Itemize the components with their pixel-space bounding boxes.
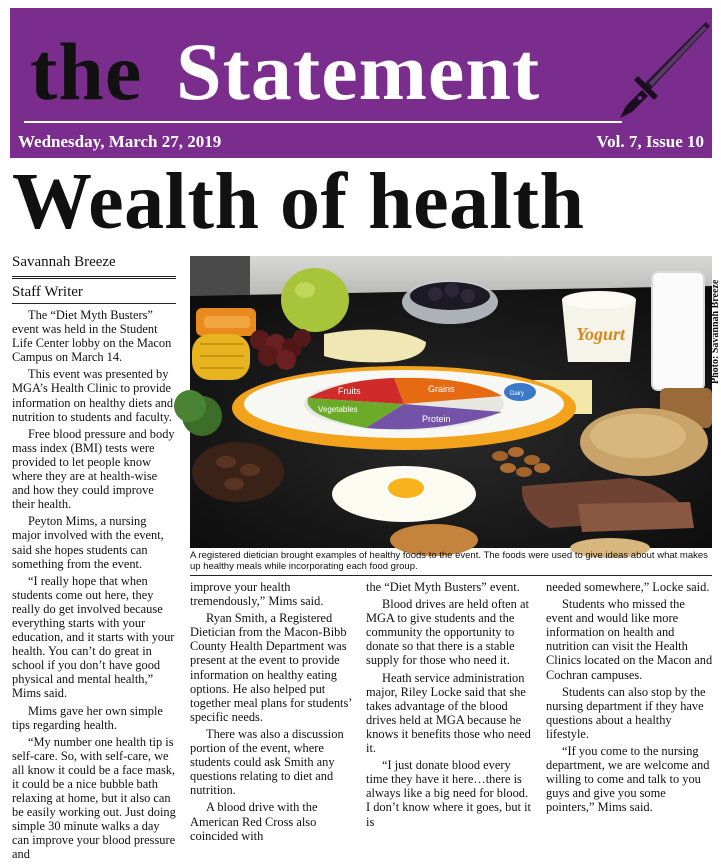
paragraph: “I really hope that when students come out here, they really do get involved because everything starts with your education, and it starts with your health. You can’t do great in school if you don’t have good physical and mental health,” Mims said. [12, 573, 175, 701]
plate-label-vegetables: Vegetables [318, 405, 358, 414]
byline-divider [12, 303, 176, 304]
article-column-1 [12, 308, 176, 865]
plate-label-fruits: Fruits [338, 386, 361, 396]
photo-caption: A registered dietician brought examples of healthy foods to the event. The foods were used to give ideas about what makes up healthy meals while incorporating each food group. [190, 550, 708, 572]
paragraph: “My number one health tip is self-care. So, with self-care, we all know it could be a face mask, it could be a nice bubble bath relaxing at home, but it also can be easily working out. Just doing simple 30 minute walks a day can improve your blood pressure and [12, 734, 176, 862]
article-column-3 [366, 580, 534, 832]
healthy-foods-photo [190, 256, 712, 548]
byline-title: Staff Writer [12, 284, 83, 300]
paragraph-continued: the “Diet Myth Busters” event. [366, 580, 520, 594]
paragraph: There was also a discussion portion of the event, where students could ask Smith any questions relating to diet and nutrition. [190, 726, 344, 798]
plate-label-grains: Grains [428, 384, 455, 394]
paragraph: Blood drives are held often at MGA to give students and the community the opportunity to donate so that there is a stable supply for those who need it. [366, 597, 529, 668]
article-column-4 [546, 580, 714, 818]
paragraph: Students who missed the event and would like more information on health and nutrition can visit the Health Clinics located on the Macon and Cochran campuses. [546, 597, 713, 682]
issue-date: Wednesday, March 27, 2019 [18, 132, 222, 151]
caption-divider [190, 575, 712, 576]
paragraph: Ryan Smith, a Registered Dietician from the Macon-Bibb County Health Department was present at the event to provide information on healthy eating options. He also helped put together meal plans for students’ specific needs. [190, 611, 352, 724]
yogurt-label: Yogurt [576, 324, 626, 344]
photo-credit-text: Photo: Savannah Breeze [710, 279, 721, 384]
paragraph: This event was presented by MGA’s Health Clinic to provide information on healthy diets and nutrition to students and faculty. [12, 367, 174, 424]
paragraph: Mims gave her own simple tips regarding health. [12, 703, 163, 732]
masthead-rule [24, 121, 622, 123]
paragraph: “I just donate blood every time they have it here…there is always like a big need for blood. I don’t know where it goes, but it is [366, 758, 531, 829]
article-photo [190, 256, 712, 548]
paragraph: “If you come to the nursing department, we are welcome and willing to come and talk to you guys and give you some pointers,” Mims said. [546, 744, 710, 815]
article-column-2 [190, 580, 354, 846]
byline-divider [12, 276, 176, 279]
byline-name: Savannah Breeze [12, 254, 116, 270]
issue-number: Vol. 7, Issue 10 [596, 132, 704, 151]
masthead-word-the: the [30, 26, 143, 117]
paragraph-continued: improve your health tremendously,” Mims said. [190, 580, 324, 609]
paragraph: A blood drive with the American Red Cross also coincided with [190, 800, 318, 843]
fountain-pen-icon [616, 18, 712, 120]
paragraph: The “Diet Myth Busters” event was held in the Student Life Center lobby on the Macon Campus on March 14. [12, 308, 172, 365]
headline: Wealth of health [12, 158, 585, 246]
paragraph-continued: needed somewhere,” Locke said. [546, 580, 710, 594]
paragraph: Students can also stop by the nursing department if they have questions about a healthy lifestyle. [546, 684, 706, 741]
plate-label-dairy: Dairy [510, 391, 525, 397]
paragraph: Heath service administration major, Riley Locke said that she takes advantage of the blood drives held at MGA because he knows it benefits those who need it. [366, 670, 531, 756]
paragraph: Free blood pressure and body mass index (BMI) tests were provided to let people know where they are at health-wise and how they could improve their health. [12, 426, 175, 512]
plate-label-protein: Protein [422, 414, 451, 424]
masthead [10, 8, 712, 158]
photo-credit [696, 256, 721, 386]
paragraph: Peyton Mims, a nursing major involved with the event, said she hopes students can something from the event. [12, 514, 164, 571]
masthead-word-statement: Statement [176, 26, 541, 117]
